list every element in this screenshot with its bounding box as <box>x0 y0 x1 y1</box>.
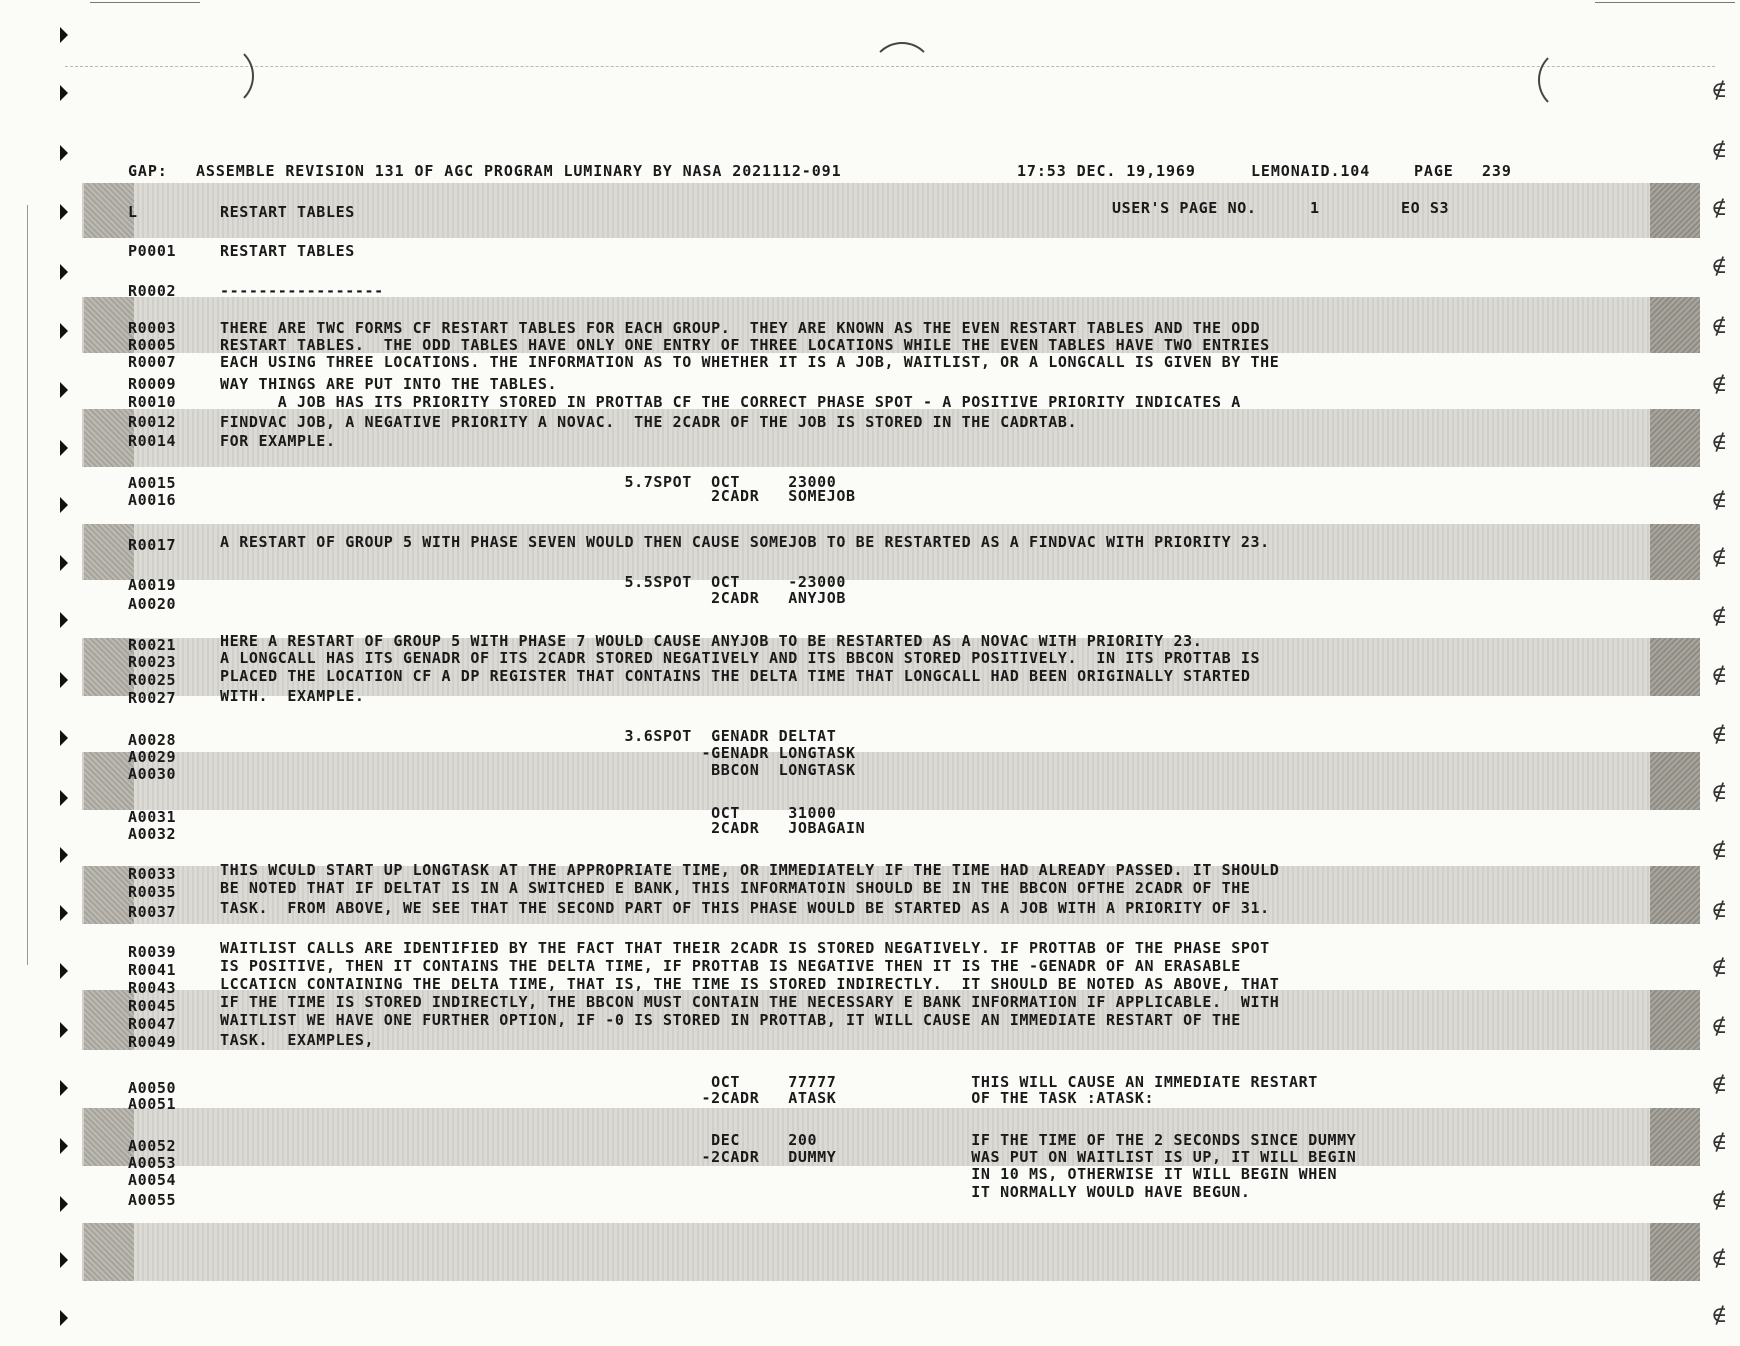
line-id: A0052 <box>128 1137 177 1155</box>
line-text: IF THE TIME IS STORED INDIRECTLY, THE BBCON MUST CONTAIN THE NECESSARY E BANK INFORMATION IF APPLICABLE. WITH <box>220 993 1280 1011</box>
eo-code: EO S3 <box>1401 199 1450 217</box>
line-id: P0001 <box>128 242 177 260</box>
binding-hole-icon <box>60 905 68 921</box>
smudge-mark <box>1650 183 1700 238</box>
line-id: A0019 <box>128 576 177 594</box>
fold-arc-mark <box>870 42 934 106</box>
line-id: A0032 <box>128 825 177 843</box>
code-line: BBCON LONGTASK <box>220 761 856 779</box>
line-id: A0055 <box>128 1191 177 1209</box>
log-section-l: L <box>128 203 138 221</box>
line-text: LCCATICN CONTAINING THE DELTA TIME, THAT IS, THE TIME IS STORED INDIRECTLY. IT SHOULD BE NOTED AS ABOVE, THAT <box>220 975 1280 993</box>
line-id: R0005 <box>128 336 177 354</box>
top-edge-line <box>90 2 200 3</box>
line-text: EACH USING THREE LOCATIONS. THE INFORMATION AS TO WHETHER IT IS A JOB, WAITLIST, OR A LONGCALL IS GIVEN BY THE <box>220 353 1280 371</box>
binding-hole-icon <box>60 145 68 161</box>
users-page-label: USER'S PAGE NO. <box>1112 199 1257 217</box>
line-text: IS POSITIVE, THEN IT CONTAINS THE DELTA TIME, IF PROTTAB IS NEGATIVE THEN IT IS THE -GENADR OF AN ERASABLE <box>220 957 1241 975</box>
edge-curl-icon: ∉ <box>1711 898 1728 923</box>
code-line: -2CADR DUMMY WAS PUT ON WAITLIST IS UP, IT WILL BEGIN <box>220 1148 1357 1166</box>
binding-hole-icon <box>60 204 68 220</box>
line-id: R0017 <box>128 536 177 554</box>
header-title: ASSEMBLE REVISION 131 OF AGC PROGRAM LUMINARY BY NASA 2021112-091 <box>196 162 842 180</box>
code-line: 3.6SPOT GENADR DELTAT <box>220 727 837 745</box>
line-id: R0025 <box>128 671 177 689</box>
code-line: 2CADR ANYJOB <box>220 589 846 607</box>
line-id: R0010 <box>128 393 177 411</box>
smudge-mark <box>84 1108 134 1166</box>
line-text: PLACED THE LOCATION CF A DP REGISTER THAT CONTAINS THE DELTA TIME THAT LONGCALL HAD BEEN ORIGINALLY STARTED <box>220 667 1251 685</box>
line-id: R0014 <box>128 432 177 450</box>
line-id: A0050 <box>128 1079 177 1097</box>
edge-curl-icon: ∉ <box>1711 372 1728 397</box>
smudge-mark <box>1650 297 1700 353</box>
line-id: A0028 <box>128 731 177 749</box>
line-id: R0021 <box>128 636 177 654</box>
section-title: RESTART TABLES <box>220 203 355 221</box>
smudge-mark <box>84 752 134 810</box>
line-id: A0020 <box>128 595 177 613</box>
code-line: OCT 31000 <box>220 804 837 822</box>
edge-curl-icon: ∉ <box>1711 1188 1728 1213</box>
line-text: A JOB HAS ITS PRIORITY STORED IN PROTTAB CF THE CORRECT PHASE SPOT - A POSITIVE PRIORITY INDICATES A <box>220 393 1241 411</box>
edge-curl-icon: ∉ <box>1711 1303 1728 1328</box>
edge-curl-icon: ∉ <box>1711 955 1728 980</box>
line-id: R0039 <box>128 943 177 961</box>
binding-hole-icon <box>60 1252 68 1268</box>
edge-curl-icon: ∉ <box>1711 78 1728 103</box>
smudge-mark <box>84 297 134 353</box>
binding-hole-icon <box>60 1310 68 1326</box>
code-line: 5.5SPOT OCT -23000 <box>220 573 846 591</box>
shaded-band <box>82 1223 1700 1281</box>
smudge-mark <box>84 524 134 580</box>
line-id: R0043 <box>128 979 177 997</box>
edge-curl-icon: ∉ <box>1711 1246 1728 1271</box>
edge-curl-icon: ∉ <box>1711 722 1728 747</box>
smudge-mark <box>1650 638 1700 696</box>
smudge-mark <box>1650 1223 1700 1281</box>
line-id: A0015 <box>128 474 177 492</box>
line-id: A0029 <box>128 748 177 766</box>
binding-hole-icon <box>60 323 68 339</box>
left-margin-rule <box>27 205 28 965</box>
fold-arc-mark <box>1538 48 1602 112</box>
line-text: A LONGCALL HAS ITS GENADR OF ITS 2CADR STORED NEGATIVELY AND ITS BBCON STORED POSITIVELY. IN ITS PROTTAB IS <box>220 649 1261 667</box>
binding-hole-icon <box>60 963 68 979</box>
line-text: HERE A RESTART OF GROUP 5 WITH PHASE 7 WOULD CAUSE ANYJOB TO BE RESTARTED AS A NOVAC WITH PRIORITY 23. <box>220 632 1203 650</box>
line-text: RESTART TABLES. THE ODD TABLES HAVE ONLY ONE ENTRY OF THREE LOCATIONS WHILE THE EVEN TABLES HAVE TWO ENTRIES <box>220 336 1270 354</box>
edge-curl-icon: ∉ <box>1711 604 1728 629</box>
edge-curl-icon: ∉ <box>1711 1130 1728 1155</box>
binding-hole-icon <box>60 847 68 863</box>
top-edge-line <box>1595 2 1735 3</box>
edge-curl-icon: ∉ <box>1711 1072 1728 1097</box>
smudge-mark <box>1650 524 1700 580</box>
line-id: R0002 <box>128 282 177 300</box>
code-line: -2CADR ATASK OF THE TASK :ATASK: <box>220 1089 1155 1107</box>
smudge-mark <box>84 1223 134 1281</box>
code-line: 2CADR SOMEJOB <box>220 487 856 505</box>
line-id: R0049 <box>128 1033 177 1051</box>
line-id: R0012 <box>128 413 177 431</box>
line-text: WAY THINGS ARE PUT INTO THE TABLES. <box>220 375 558 393</box>
line-id: A0030 <box>128 765 177 783</box>
line-id: R0007 <box>128 353 177 371</box>
users-page-number: 1 <box>1310 199 1320 217</box>
line-id: R0003 <box>128 319 177 337</box>
code-line: -GENADR LONGTASK <box>220 744 856 762</box>
binding-hole-icon <box>60 1022 68 1038</box>
binding-hole-icon <box>60 382 68 398</box>
binding-hole-icon <box>60 27 68 43</box>
line-id: R0009 <box>128 375 177 393</box>
fold-arc-mark <box>190 44 254 108</box>
smudge-mark <box>84 183 134 238</box>
binding-hole-icon <box>60 1080 68 1096</box>
binding-hole-icon <box>60 612 68 628</box>
line-id: A0051 <box>128 1095 177 1113</box>
header-lemonaid: LEMONAID.104 <box>1251 162 1371 180</box>
code-line: OCT 77777 THIS WILL CAUSE AN IMMEDIATE RESTART <box>220 1073 1318 1091</box>
line-text: THERE ARE TWC FORMS CF RESTART TABLES FOR EACH GROUP. THEY ARE KNOWN AS THE EVEN RESTART TABLES AND THE ODD <box>220 319 1261 337</box>
binding-hole-icon <box>60 85 68 101</box>
edge-curl-icon: ∉ <box>1711 663 1728 688</box>
edge-curl-icon: ∉ <box>1711 488 1728 513</box>
line-text: WAITLIST CALLS ARE IDENTIFIED BY THE FACT THAT THEIR 2CADR IS STORED NEGATIVELY. IF PROTTAB OF THE PHASE SPOT <box>220 939 1270 957</box>
binding-hole-icon <box>60 497 68 513</box>
binding-hole-icon <box>60 672 68 688</box>
line-text: BE NOTED THAT IF DELTAT IS IN A SWITCHED E BANK, THIS INFORMATOIN SHOULD BE IN THE BBCON OFTHE 2CADR OF THE <box>220 879 1251 897</box>
line-id: R0033 <box>128 865 177 883</box>
binding-hole-icon <box>60 1138 68 1154</box>
smudge-mark <box>84 638 134 696</box>
line-id: R0027 <box>128 689 177 707</box>
edge-curl-icon: ∉ <box>1711 430 1728 455</box>
binding-hole-icon <box>60 264 68 280</box>
line-id: A0053 <box>128 1154 177 1172</box>
line-id: R0035 <box>128 883 177 901</box>
line-id: R0023 <box>128 653 177 671</box>
binding-hole-icon <box>60 555 68 571</box>
edge-curl-icon: ∉ <box>1711 780 1728 805</box>
line-text: TASK. FROM ABOVE, WE SEE THAT THE SECOND PART OF THIS PHASE WOULD BE STARTED AS A JOB WITH A PRIORITY OF 31. <box>220 899 1270 917</box>
edge-curl-icon: ∉ <box>1711 1014 1728 1039</box>
edge-curl-icon: ∉ <box>1711 545 1728 570</box>
smudge-mark <box>1650 990 1700 1050</box>
binding-hole-icon <box>60 790 68 806</box>
line-text: A RESTART OF GROUP 5 WITH PHASE SEVEN WOULD THEN CAUSE SOMEJOB TO BE RESTARTED AS A FINDVAC WITH PRIORITY 23. <box>220 533 1270 551</box>
header-page-label: PAGE <box>1414 162 1454 180</box>
edge-curl-icon: ∉ <box>1711 138 1728 163</box>
line-text: FINDVAC JOB, A NEGATIVE PRIORITY A NOVAC. THE 2CADR OF THE JOB IS STORED IN THE CADRTAB. <box>220 413 1078 431</box>
edge-curl-icon: ∉ <box>1711 314 1728 339</box>
line-id: R0041 <box>128 961 177 979</box>
line-id: A0054 <box>128 1171 177 1189</box>
smudge-mark <box>84 409 134 467</box>
header-gap-label: GAP: <box>128 162 168 180</box>
line-text: TASK. EXAMPLES, <box>220 1031 375 1049</box>
line-id: A0031 <box>128 808 177 826</box>
smudge-mark <box>1650 752 1700 810</box>
binding-hole-icon <box>60 1196 68 1212</box>
code-line: 2CADR JOBAGAIN <box>220 819 866 837</box>
smudge-mark <box>84 866 134 924</box>
edge-curl-icon: ∉ <box>1711 196 1728 221</box>
line-text: WAITLIST WE HAVE ONE FURTHER OPTION, IF -0 IS STORED IN PROTTAB, IT WILL CAUSE AN IMMEDIATE RESTART OF THE <box>220 1011 1241 1029</box>
binding-hole-icon <box>60 440 68 456</box>
line-text: FOR EXAMPLE. <box>220 432 336 450</box>
code-line: DEC 200 IF THE TIME OF THE 2 SECONDS SINCE DUMMY <box>220 1131 1357 1149</box>
line-id: R0045 <box>128 997 177 1015</box>
line-text: THIS WCULD START UP LONGTASK AT THE APPROPRIATE TIME, OR IMMEDIATELY IF THE TIME HAD ALREADY PASSED. IT SHOULD <box>220 861 1280 879</box>
line-text: RESTART TABLES <box>220 242 355 260</box>
edge-curl-icon: ∉ <box>1711 254 1728 279</box>
header-page-number: 239 <box>1482 162 1512 180</box>
edge-curl-icon: ∉ <box>1711 838 1728 863</box>
code-line: 5.7SPOT OCT 23000 <box>220 473 837 491</box>
smudge-mark <box>1650 1108 1700 1166</box>
smudge-mark <box>1650 866 1700 924</box>
line-id: R0047 <box>128 1015 177 1033</box>
header-timestamp: 17:53 DEC. 19,1969 <box>1017 162 1196 180</box>
line-text: ----------------- <box>220 282 384 300</box>
code-line: IN 10 MS, OTHERWISE IT WILL BEGIN WHEN <box>220 1165 1338 1183</box>
code-line: IT NORMALLY WOULD HAVE BEGUN. <box>220 1183 1251 1201</box>
line-text: WITH. EXAMPLE. <box>220 687 365 705</box>
line-id: R0037 <box>128 903 177 921</box>
line-id: A0016 <box>128 491 177 509</box>
smudge-mark <box>1650 409 1700 467</box>
smudge-mark <box>84 990 134 1050</box>
binding-hole-icon <box>60 730 68 746</box>
